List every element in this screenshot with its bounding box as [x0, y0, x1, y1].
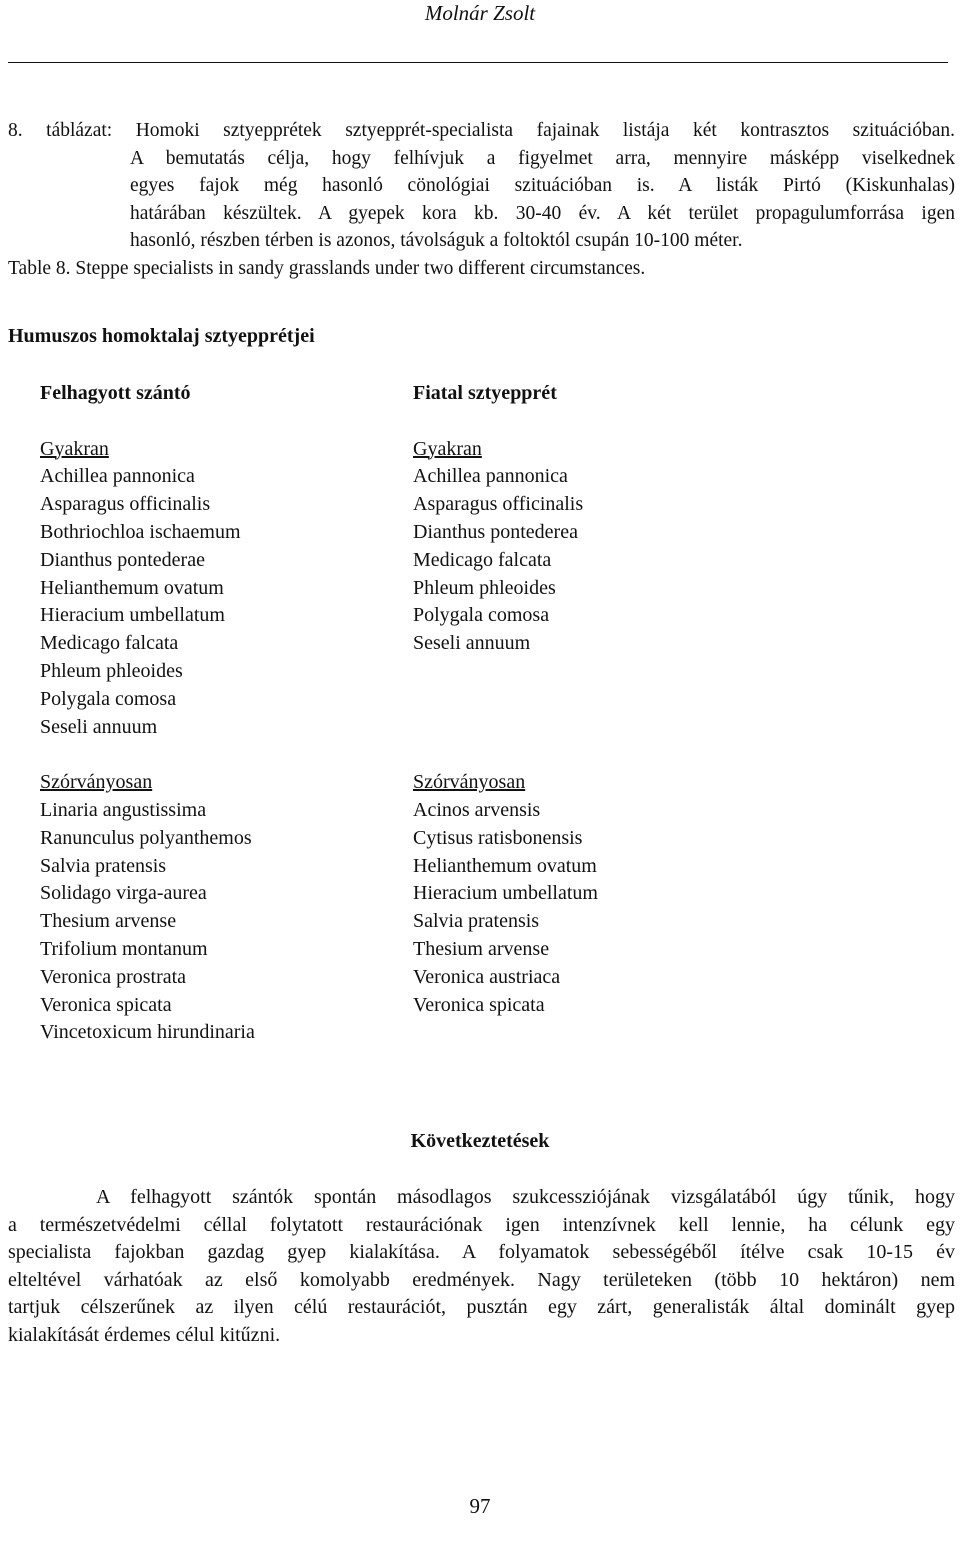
- caption-english: Table 8. Steppe specialists in sandy grasslands under two different circumstances.: [8, 257, 646, 279]
- species-item: Trifolium montanum: [40, 937, 208, 960]
- species-item: Vincetoxicum hirundinaria: [40, 1021, 255, 1044]
- right-sporadic-list: [413, 797, 773, 1019]
- left-column: [40, 380, 400, 1047]
- species-item: Achillea pannonica: [413, 465, 568, 488]
- species-item: Cytisus ratisbonensis: [413, 826, 583, 849]
- right-sporadic-label: Szórványosan: [413, 771, 526, 794]
- species-item: Ranunculus polyanthemos: [40, 826, 252, 849]
- caption-line: hasonló, részben térben is azonos, távolságuk a foltoktól csupán 10-100 méter.: [130, 230, 743, 251]
- species-item: Asparagus officinalis: [413, 493, 584, 516]
- table-caption: [8, 117, 955, 282]
- species-item: Medicago falcata: [40, 632, 179, 655]
- species-item: Bothriochloa ischaemum: [40, 520, 241, 543]
- caption-line: 8. táblázat: Homoki sztyepprétek sztyepprét-specialista fajainak listája két kontrasztos szituációban.: [8, 120, 955, 141]
- species-item: Acinos arvensis: [413, 798, 541, 821]
- right-frequent-label: Gyakran: [413, 437, 482, 460]
- paragraph-line: elteltével várhatóak az első komolyabb eredmények. Nagy területeken (több 10 hektáron) nem: [8, 1268, 955, 1291]
- species-item: Hieracium umbellatum: [40, 604, 225, 627]
- species-item: Veronica spicata: [413, 993, 545, 1016]
- page-number: 97: [469, 1494, 491, 1518]
- left-column-heading: Felhagyott szántó: [40, 382, 191, 404]
- paragraph-line: kialakítását érdemes célul kitűzni.: [8, 1323, 281, 1346]
- species-item: Dianthus pontederea: [413, 520, 578, 543]
- species-item: Veronica austriaca: [413, 965, 561, 988]
- conclusion-title: Következtetések: [410, 1130, 550, 1152]
- paragraph-line: A felhagyott szántók spontán másodlagos szukcessziójának vizsgálatából úgy tűnik, hogy: [96, 1186, 955, 1208]
- species-item: Thesium arvense: [413, 937, 550, 960]
- running-header: Molnár Zsolt: [424, 1, 536, 25]
- species-item: Thesium arvense: [40, 910, 177, 933]
- species-item: Solidago virga-aurea: [40, 882, 207, 905]
- header-rule: [8, 62, 948, 63]
- species-item: Linaria angustissima: [40, 798, 207, 821]
- species-item: Phleum phleoides: [413, 576, 556, 599]
- conclusion-paragraph: [8, 1184, 955, 1349]
- caption-line: A bemutatás célja, hogy felhívjuk a figyelmet arra, mennyire másképp viselkednek: [130, 147, 955, 169]
- species-item: Phleum phleoides: [40, 659, 183, 682]
- species-item: Salvia pratensis: [40, 854, 167, 877]
- species-item: Hieracium umbellatum: [413, 882, 598, 905]
- caption-line: határában készültek. A gyepek kora kb. 30-40 év. A két terület propagulumforrása igen: [130, 202, 955, 224]
- left-sporadic-label: Szórványosan: [40, 771, 153, 794]
- paragraph-line: a természetvédelmi céllal folytatott restaurációnak igen intenzívnek kell lennie, ha célunk egy: [8, 1213, 955, 1236]
- paragraph-line: tartjuk célszerűnek az ilyen célú restaurációt, pusztán egy zárt, generalisták által dominált gyep: [8, 1296, 955, 1318]
- species-item: Seseli annuum: [40, 715, 158, 738]
- species-item: Polygala comosa: [413, 604, 550, 627]
- left-frequent-list: [40, 463, 400, 741]
- species-item: Medicago falcata: [413, 548, 552, 571]
- left-sporadic-list: [40, 797, 400, 1047]
- species-item: Veronica prostrata: [40, 965, 187, 988]
- species-item: Asparagus officinalis: [40, 493, 211, 516]
- species-item: Helianthemum ovatum: [413, 854, 597, 877]
- species-item: Veronica spicata: [40, 993, 172, 1016]
- species-item: Seseli annuum: [413, 632, 531, 655]
- right-frequent-list: [413, 463, 773, 658]
- caption-line: egyes fajok még hasonló cönológiai szituációban is. A listák Pirtó (Kiskunhalas): [130, 175, 955, 196]
- left-frequent-label: Gyakran: [40, 437, 109, 460]
- species-item: Salvia pratensis: [413, 910, 540, 933]
- species-item: Helianthemum ovatum: [40, 576, 224, 599]
- species-item: Polygala comosa: [40, 687, 177, 710]
- right-column: [413, 380, 773, 1019]
- right-column-heading: Fiatal sztyepprét: [413, 382, 557, 404]
- species-item: Achillea pannonica: [40, 465, 195, 488]
- section-title: Humuszos homoktalaj sztyepprétjei: [8, 325, 315, 347]
- species-item: Dianthus pontederae: [40, 548, 205, 571]
- paragraph-line: specialista fajokban gazdag gyep kialakítása. A folyamatok sebességéből ítélve csak 10-15 év: [8, 1241, 955, 1263]
